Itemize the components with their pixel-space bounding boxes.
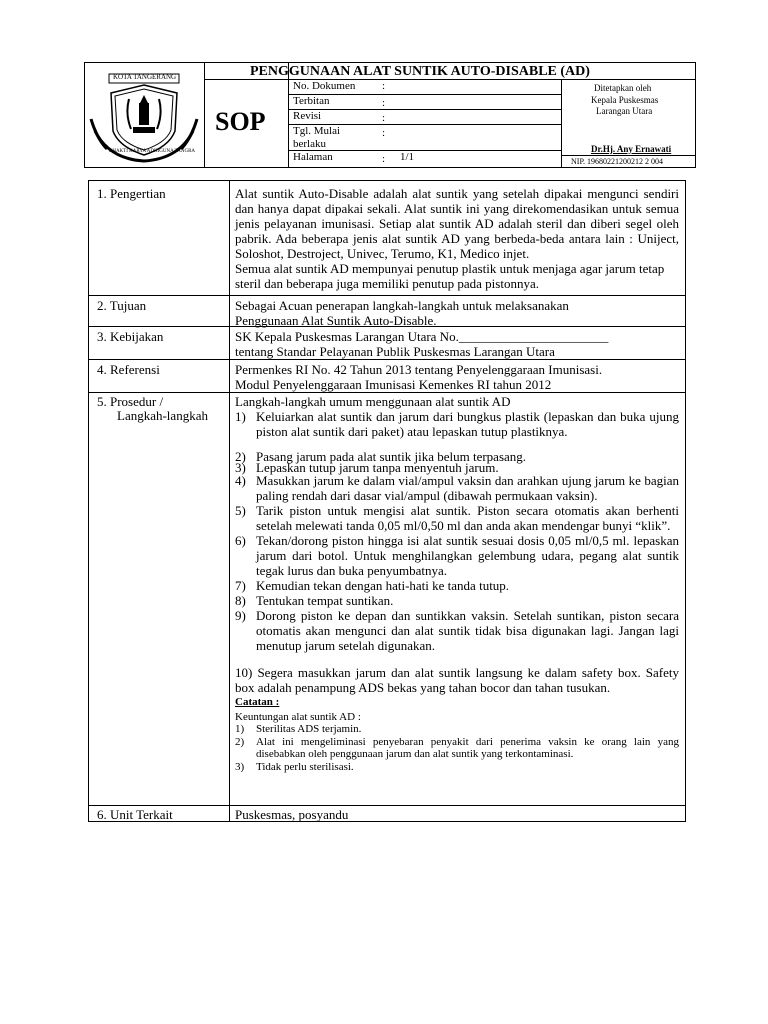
referensi-line-1: Permenkes RI No. 42 Tahun 2013 tentang Penyelenggaraan Imunisasi. (235, 362, 603, 377)
field-halaman-label: Halaman (293, 151, 333, 163)
step-item (235, 473, 679, 503)
prosedur-content (235, 394, 679, 773)
step-text: Lepaskan tutup jarum tanpa menyentuh jarum. (256, 460, 499, 475)
field-halaman-value: 1/1 (400, 151, 415, 163)
referensi-line-2: Modul Penyelenggaraan Imunisasi Kemenkes RI tahun 2012 (235, 377, 552, 392)
tujuan-line-2: Penggunaan Alat Suntik Auto-Disable. (235, 313, 437, 328)
step-text: Dorong piston ke depan dan suntikkan vaksin. Setelah suntikan, piston secara otomatis akan mengunci dan alat suntik tidak bisa digunakan lagi. Jangan lagi menutup jarum setelah digunakan. (256, 608, 679, 653)
referensi-text (235, 362, 679, 392)
benefit-number: 1) (235, 723, 245, 735)
sop-label: SOP (215, 107, 266, 136)
field-no-dokumen-label: No. Dokumen (293, 80, 356, 92)
benefit-text: Alat ini mengeliminasi penyebaran penyakit dari penerima vaksin ke orang lain yang disebabkan oleh penggunaan jarum dan alat suntik yang terkontaminasi. (256, 735, 679, 760)
approval-line-2: Kepala Puskesmas (591, 95, 659, 105)
kebijakan-text (235, 329, 679, 359)
row-label-langkah: Langkah-langkah (117, 408, 208, 423)
step-item (235, 533, 679, 578)
row-label-pengertian: 1. Pengertian (97, 186, 166, 201)
document-title: PENGGUNAAN ALAT SUNTIK AUTO-DISABLE (AD) (250, 64, 590, 79)
kebijakan-line-1: SK Kepala Puskesmas Larangan Utara No._______________________ (235, 329, 609, 344)
step-number: 6) (235, 533, 246, 548)
step-text: Segera masukkan jarum dan alat suntik langsung ke dalam safety box. Safety box adalah penampung ADS bekas yang tahan bocor dan tahan tusukan. (235, 665, 680, 695)
step-number: 8) (235, 593, 246, 608)
sop-header (84, 62, 696, 168)
step-number: 4) (235, 473, 246, 488)
approval-line-3: Larangan Utara (596, 106, 653, 116)
step-number: 9) (235, 608, 246, 623)
step-number: 2) (235, 449, 246, 464)
row-label-referensi: 4. Referensi (97, 362, 160, 377)
keuntungan-label: Keuntungan alat suntik AD : (235, 710, 361, 723)
step-text: Keluiarkan alat suntik dan jarum dari bungkus plastik (lepaskan dan buka ujung piston alat suntik dari paket) atau lepaskan tutup plastiknya. (256, 409, 679, 439)
benefit-number: 3) (235, 760, 245, 773)
logo-motto-text: BHAKTI KARYA ADHIGUNA TANGRA (109, 149, 196, 154)
step-text: Tekan/dorong piston hingga isi alat suntik sesuai dosis 0,05 ml/0,5 ml. lepaskan jarum dari botol. Untuk menghilangkan gelembung udara, pegang alat suntik tegak lurus dan buka penyumbatnya. (256, 533, 679, 578)
step-item (235, 593, 679, 608)
step-number: 7) (235, 578, 246, 593)
step-text: Tentukan tempat suntikan. (256, 593, 394, 608)
step-number: 10) (235, 665, 253, 680)
tujuan-line-1: Sebagai Acuan penerapan langkah-langkah untuk melaksanakan (235, 298, 569, 313)
step-number: 1) (235, 409, 246, 424)
benefit-text: Tidak perlu sterilisasi. (256, 760, 354, 773)
row-label-tujuan: 2. Tujuan (97, 298, 147, 313)
benefit-item (235, 761, 679, 774)
benefit-item (235, 723, 679, 736)
benefit-text: Sterilitas ADS terjamin. (256, 723, 362, 735)
prosedur-intro: Langkah-langkah umum menggunaan alat suntik AD (235, 394, 511, 409)
kebijakan-line-2: tentang Standar Pelayanan Publik Puskesmas Larangan Utara (235, 344, 555, 359)
signer-name: Dr.Hj. Any Ernawati (591, 144, 672, 154)
unit-terkait-text: Puskesmas, posyandu (235, 807, 349, 822)
row-label-kebijakan: 3. Kebijakan (97, 329, 164, 344)
row-label-prosedur: 5. Prosedur / (97, 394, 164, 409)
field-tgl-mulai-label: Tgl. Mulai (293, 125, 341, 137)
step-item (235, 578, 679, 593)
step-item (235, 665, 679, 695)
field-terbitan-sep: : (382, 97, 386, 109)
step-item (235, 462, 679, 473)
field-tgl-mulai-sep: : (382, 127, 386, 139)
field-revisi-label: Revisi (293, 110, 322, 122)
pengertian-text (235, 186, 679, 291)
approval-line-1: Ditetapkan oleh (594, 83, 652, 93)
step-item (235, 409, 679, 439)
pengertian-paragraph-1: Alat suntik Auto-Disable adalah alat suntik yang setelah dipakai mengunci sendiri dan hanya dapat dipakai sekali. Alat suntik ini yang direkomendasikan untuk semua jenis pelayanan imunisasi. Setiap alat suntik AD adalah steril dan diberi segel oleh pabrik. Ada beberapa jenis alat suntik AD yang berbeda-beda antara lain : Uniject, Soloshot, Destroject, Univec, Terumo, K1, Medico injet. (235, 186, 679, 261)
benefit-item (235, 736, 679, 761)
logo-banner-text: KOTA TANGERANG (113, 73, 177, 81)
step-item (235, 503, 679, 533)
signer-nip: NIP. 19680221200212 2 004 (571, 157, 664, 166)
step-text: Kemudian tekan dengan hati-hati ke tanda tutup. (256, 578, 510, 593)
step-text: Masukkan jarum ke dalam vial/ampul vaksin dan arahkan ujung jarum ke bagian paling rendah dari dasar vial/ampul (dibawah permukaan vaksin). (256, 473, 679, 503)
field-halaman-sep: : (382, 153, 386, 165)
pengertian-paragraph-2: Semua alat suntik AD mempunyai penutup plastik untuk menjaga agar jarum tetap steril dan beberapa juga memiliki penutup pada pistonnya. (235, 261, 665, 291)
row-label-unit-terkait: 6. Unit Terkait (97, 807, 173, 822)
catatan-label: Catatan : (235, 696, 280, 708)
step-number: 5) (235, 503, 246, 518)
step-item (235, 608, 679, 653)
field-terbitan-label: Terbitan (293, 95, 330, 107)
step-number: 3) (235, 460, 246, 475)
field-revisi-sep: : (382, 112, 386, 124)
step-text: Tarik piston untuk mengisi alat suntik. Piston secara otomatis akan berhenti setelah melewati tanda 0,05 ml/0,50 ml dan anda akan mendengar bunyi “klik”. (256, 503, 679, 533)
field-no-dokumen-sep: : (382, 80, 386, 92)
tujuan-text (235, 298, 679, 328)
benefit-number: 2) (235, 735, 245, 748)
step-text: Pasang jarum pada alat suntik jika belum terpasang. (256, 449, 527, 464)
field-tgl-mulai-label2: berlaku (293, 138, 326, 150)
sop-body-table (88, 180, 686, 822)
